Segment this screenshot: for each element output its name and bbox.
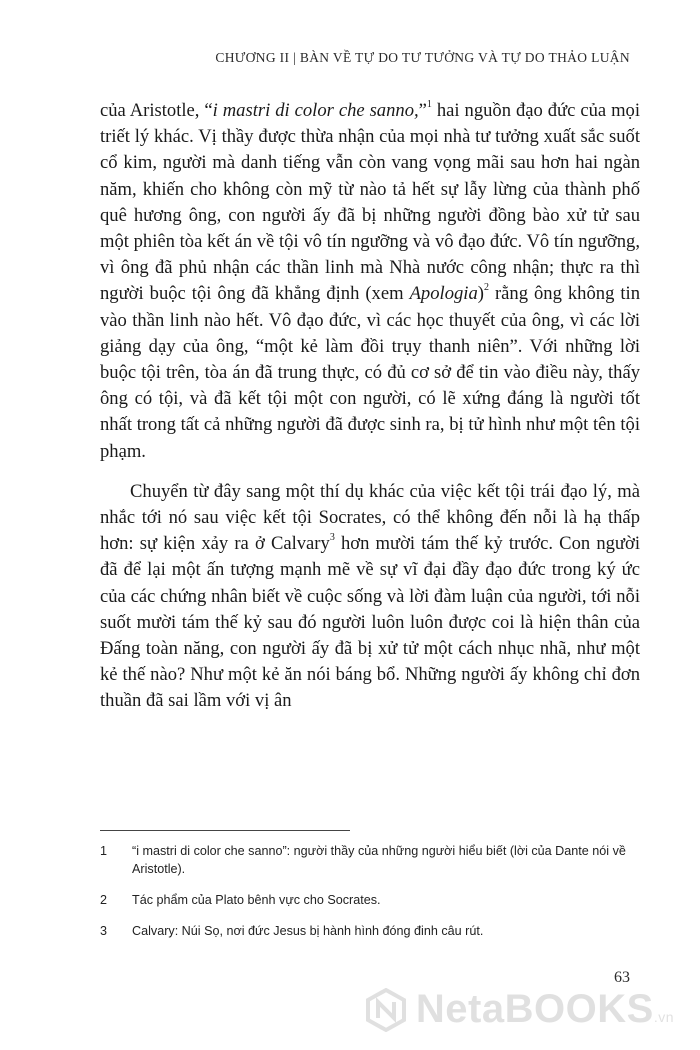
italic-quote: i mastri di color che sanno, <box>212 100 419 121</box>
footnote-text: Calvary: Núi Sọ, nơi đức Jesus bị hành hình đóng đinh câu rút. <box>132 924 484 938</box>
footnote-number: 2 <box>100 893 108 907</box>
footnote-1 <box>100 842 640 878</box>
footnote-number: 1 <box>100 844 108 858</box>
footnotes <box>100 842 640 953</box>
text-run: hơn mười tám thế kỷ trước. Con người đã để lại một ấn tượng mạnh mẽ về sự vĩ đại đầy đạo đức trong ký ức của các chứng nhân biết về cuộc sống và lời đàm luận của người, tới nỗi suốt mười tám thế kỷ sau đó người luôn luôn được coi là hiện thân của Đấng toàn năng, con người ấy đã bị xử tử một cách nhục nhã, như một kẻ thế nào? Như một kẻ ăn nói báng bổ. Những người ấy không chỉ đơn thuần đã sai lầm với vị ân <box>100 533 640 712</box>
watermark-brand: NetaBOOKS <box>415 987 654 1031</box>
watermark-tld: .vn <box>653 1009 674 1025</box>
running-head: CHƯƠNG II | BÀN VỀ TỰ DO TƯ TƯỞNG VÀ TỰ DO THẢO LUẬN <box>215 50 630 65</box>
footnote-ref-2[interactable]: 2 <box>483 282 489 294</box>
watermark-text <box>416 987 674 1032</box>
text-run: rằng ông không tin vào thần linh nào hết. Vô đạo đức, vì các học thuyết của ông, vì các lời giảng dạy của ông, “một kẻ làm đồi trụy thanh niên”. Với những lời buộc tội trên, tòa án đã trung thực, có đủ cơ sở để tin vào điều này, thấy ông có tội, và đã kết tội một con người, có lẽ xứng đáng là người tốt nhất trong tất cả những người đã được sinh ra, bị tử hình như một tên tội phạm. <box>100 283 641 462</box>
watermark <box>364 987 674 1032</box>
footnote-2 <box>100 891 640 909</box>
italic-title: Apologia <box>409 283 478 305</box>
text-run: Chuyển từ đây sang một thí dụ khác của việc kết tội trái đạo lý, mà nhắc tới nó sau việc kết tội Socrates, có thể không đến nỗi là hạ thấp hơn: sự kiện xảy ra ở Calvary <box>100 480 640 555</box>
footnote-divider <box>100 830 350 831</box>
footnote-text: Tác phẩm của Plato bênh vực cho Socrates. <box>132 893 381 907</box>
footnote-text: “i mastri di color che sanno”: người thầy của những người hiểu biết (lời của Dante nói về Aristotle). <box>132 844 626 876</box>
body-text <box>100 98 640 715</box>
netabooks-logo-icon <box>364 988 408 1032</box>
footnote-ref-3[interactable]: 3 <box>329 532 335 544</box>
footnote-3 <box>100 922 640 940</box>
text-run: của Aristotle, “ <box>100 100 213 121</box>
paragraph-2 <box>100 479 640 715</box>
footnote-ref-1[interactable]: 1 <box>426 98 432 110</box>
text-run: hai nguồn đạo đức của mọi triết lý khác. Vị thầy được thừa nhận của mọi nhà tư tưởng xuất sắc suốt cổ kim, người mà danh tiếng vẫn còn vang vọng mãi sau hơn hai ngàn năm, khiến cho không còn mỹ từ nào tả hết sự lẫy lừng của thành phố quê hương ông, con người ấy đã bị những người đồng bào xử tử sau một phiên tòa kết án về tội vô tín ngưỡng và vô đạo đức. Vô tín ngưỡng, vì ông đã phủ nhận các thần linh mà Nhà nước công nhận; thực ra thì người buộc tội ông đã khẳng định (xem <box>100 100 640 305</box>
page-number: 63 <box>614 969 630 986</box>
text-run: ” <box>418 100 427 121</box>
paragraph-1 <box>100 98 640 465</box>
footnote-number: 3 <box>100 924 108 938</box>
text-run: ) <box>477 283 484 305</box>
